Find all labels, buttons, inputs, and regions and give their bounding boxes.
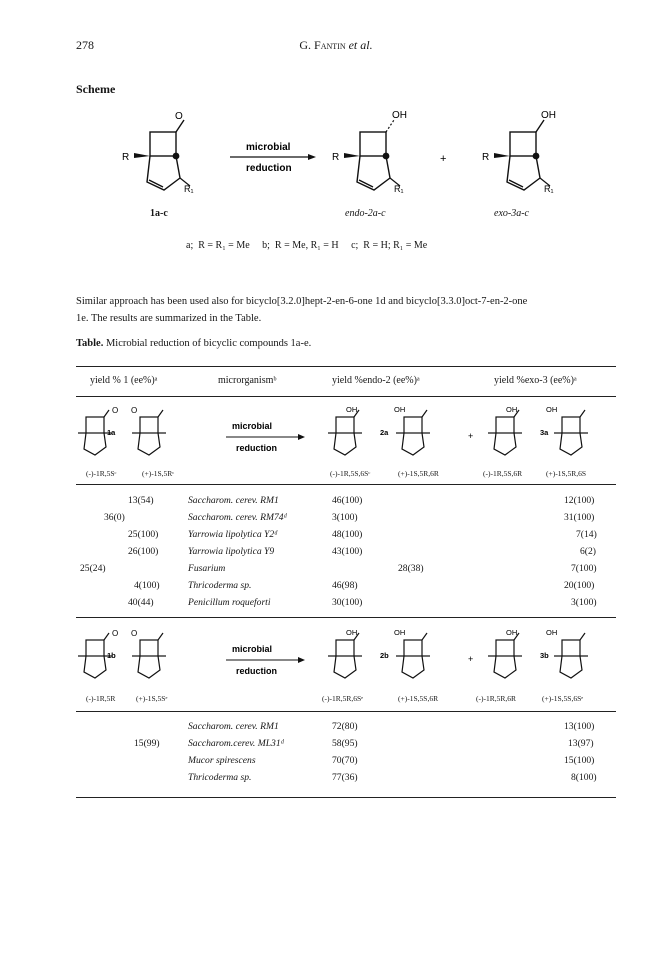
table-cell: 7(14) — [576, 529, 597, 540]
section-a-exo-label: 3a — [540, 428, 549, 437]
reagent-line-2: reduction — [246, 163, 292, 174]
stereo-label: (+)-1S,5S,6Sᵉ — [542, 694, 584, 703]
table-cell: 7(100) — [571, 563, 597, 574]
table-cell: Saccharom. cerev. RM74ᵈ — [188, 512, 287, 523]
table-cell: 46(98) — [332, 580, 358, 591]
paragraph-line-1: Similar approach has been used also for bicyclo[3.2.0]hept-2-en-6-one 1d and bicyclo[3.3.0]oct-7-en-2-one — [76, 296, 528, 307]
endo-label: endo-2a-c — [345, 208, 386, 219]
table-cell: 3(100) — [571, 597, 597, 608]
section-b-exo-label: 3b — [540, 651, 549, 660]
table-cell: Penicillum roqueforti — [188, 597, 271, 608]
svg-text:OH: OH — [546, 628, 558, 637]
table-cell: 13(54) — [128, 495, 154, 506]
svg-text:OH: OH — [546, 405, 558, 414]
stereo-label: (-)-1R,5S,6Sᶜ — [330, 469, 371, 478]
table-cell: Saccharom. cerev. RM1 — [188, 495, 279, 506]
section-a-structures — [76, 405, 616, 465]
header-yield-endo: yield %endo-2 (ee%)ᵃ — [332, 375, 420, 386]
table-cell: Mucor spirescens — [188, 755, 256, 766]
table-cell: 8(100) — [571, 772, 597, 783]
header-yield-1: yield % 1 (ee%)ᵃ — [90, 375, 158, 386]
body-paragraph — [76, 293, 616, 327]
svg-text:O: O — [131, 406, 138, 415]
running-header: G. Fantin et al. — [299, 38, 373, 52]
stereo-label: (+)-1S,5Sᵉ — [136, 694, 168, 703]
stereo-label: (-)-1R,5R,6Sᵉ — [322, 694, 364, 703]
table-bottom-rule — [76, 797, 616, 798]
table-cell: 43(100) — [332, 546, 363, 557]
stereo-label: (+)-1S,5R,6S — [546, 469, 587, 478]
exo-r1-label: R₁ — [544, 184, 554, 194]
section-b-structures — [76, 628, 616, 688]
table-cell: 25(100) — [128, 529, 159, 540]
endo-r1-label: R₁ — [394, 184, 404, 194]
svg-text:O: O — [112, 629, 119, 638]
endo-r-label: R — [332, 152, 340, 163]
table-caption: Table. Microbial reduction of bicyclic compounds 1a-e. — [76, 338, 312, 349]
endo-oh-label: OH — [392, 110, 407, 121]
table-cell: 46(100) — [332, 495, 363, 506]
svg-text:microbial: microbial — [232, 421, 273, 431]
author-name: Fantin — [314, 38, 346, 52]
table-cell: 31(100) — [564, 512, 595, 523]
r1-label: R₁ — [184, 184, 194, 194]
svg-text:OH: OH — [346, 628, 358, 637]
table-cell: 3(100) — [332, 512, 358, 523]
table-cell: Thricoderma sp. — [188, 580, 252, 591]
section-a-endo-label: 2a — [380, 428, 389, 437]
table-cell: Saccharom. cerev. RM1 — [188, 721, 279, 732]
svg-text:reduction: reduction — [236, 443, 278, 453]
table-cell: 77(36) — [332, 772, 358, 783]
r-label: R — [122, 152, 130, 163]
scheme-label: Scheme — [76, 82, 116, 96]
oxo-label: O — [175, 111, 183, 122]
table-cell: Thricoderma sp. — [188, 772, 252, 783]
table-cell: 12(100) — [564, 495, 595, 506]
svg-text:O: O — [112, 406, 119, 415]
table-cell: 30(100) — [332, 597, 363, 608]
svg-text:+: + — [468, 654, 474, 664]
svg-text:OH: OH — [346, 405, 358, 414]
section-a-substrate-label: 1a — [107, 428, 116, 437]
table-cell: 28(38) — [398, 563, 424, 574]
table-cell: 25(24) — [80, 563, 106, 574]
stereo-label: (-)-1R,5R — [86, 694, 116, 703]
paragraph-line-2: 1e. The results are summarized in the Table. — [76, 313, 262, 324]
svg-text:OH: OH — [394, 405, 406, 414]
table-cell: 48(100) — [332, 529, 363, 540]
stereo-label: (-)-1R,5R,6R — [476, 694, 516, 703]
header-microrganism: microrganismᵇ — [218, 375, 277, 386]
table-cell: 6(2) — [580, 546, 596, 557]
svg-text:OH: OH — [506, 628, 518, 637]
svg-text:+: + — [468, 431, 474, 441]
table-cell: 20(100) — [564, 580, 595, 591]
table-cell: 4(100) — [134, 580, 160, 591]
table-cell: Fusarium — [188, 563, 226, 574]
table-cell: 26(100) — [128, 546, 159, 557]
stereo-label: (-)-1R,5Sᶜ — [86, 469, 117, 478]
table-header-rule — [76, 396, 616, 397]
page-number: 278 — [76, 38, 94, 52]
table-cell: 72(80) — [332, 721, 358, 732]
table-top-rule — [76, 366, 616, 367]
substrate-label: 1a-c — [150, 208, 168, 219]
substituent-legend: a; R = R₁ = Me b; R = Me, R₁ = H c; R = H; R₁ = Me — [186, 240, 428, 251]
scheme-plus: + — [440, 153, 447, 165]
reaction-scheme — [0, 100, 672, 260]
table-cell: 36(0) — [104, 512, 125, 523]
stereo-label: (+)-1S,5Rᶜ — [142, 469, 175, 478]
section-b-endo-label: 2b — [380, 651, 389, 660]
exo-r-label: R — [482, 152, 490, 163]
section-b-substrate-label: 1b — [107, 651, 116, 660]
section-b-rule — [76, 711, 616, 712]
stereo-label: (+)-1S,5S,6R — [398, 694, 439, 703]
svg-text:OH: OH — [506, 405, 518, 414]
table-cell: Saccharom.cerev. ML31ᵈ — [188, 738, 284, 749]
svg-text:OH: OH — [394, 628, 406, 637]
exo-label: exo-3a-c — [494, 208, 529, 219]
svg-text:microbial: microbial — [232, 644, 273, 654]
header-yield-exo: yield %exo-3 (ee%)ᵃ — [494, 375, 577, 386]
table-cell: 70(70) — [332, 755, 358, 766]
table-cell: 58(95) — [332, 738, 358, 749]
svg-text:O: O — [131, 629, 138, 638]
table-cell: 40(44) — [128, 597, 154, 608]
table-cell: Yarrowia lipolytica Y2ᵈ — [188, 529, 278, 540]
svg-text:reduction: reduction — [236, 666, 278, 676]
reagent-line-1: microbial — [246, 142, 291, 153]
table-cell: 15(100) — [564, 755, 595, 766]
stereo-label: (+)-1S,5R,6R — [398, 469, 439, 478]
section-a-rule — [76, 484, 616, 485]
exo-oh-label: OH — [541, 110, 556, 121]
stereo-label: (-)-1R,5S,6R — [483, 469, 523, 478]
table-cell: Yarrowia lipolytica Y9 — [188, 546, 275, 557]
table-cell: 15(99) — [134, 738, 160, 749]
section-b-top-rule — [76, 617, 616, 618]
table-cell: 13(97) — [568, 738, 594, 749]
table-cell: 13(100) — [564, 721, 595, 732]
